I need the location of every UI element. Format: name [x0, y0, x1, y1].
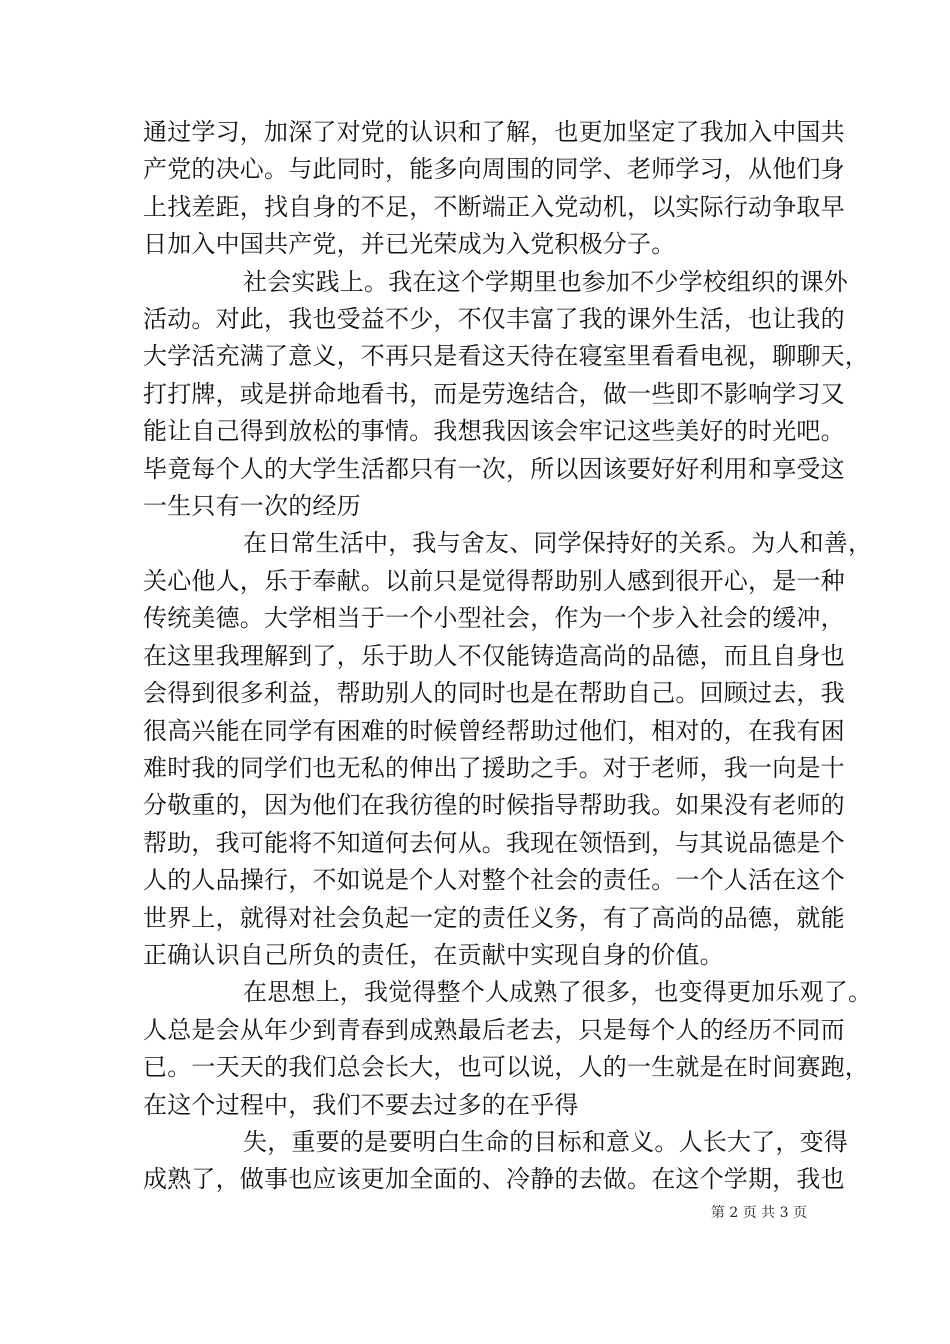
text-line: 分敬重的，因为他们在我彷徨的时候指导帮助我。如果没有老师的 [143, 791, 845, 820]
text-line: 成熟了，做事也应该更加全面的、冷静的去做。在这个学期，我也 [143, 1165, 845, 1194]
text-line: 很高兴能在同学有困难的时候曾经帮助过他们，相对的，在我有困 [143, 716, 845, 745]
paragraph-daily-life [143, 525, 873, 974]
text-line: 一生只有一次的经历 [143, 492, 361, 521]
document-body [143, 114, 873, 1199]
text-line: 上找差距，找自身的不足，不断端正入党动机，以实际行动争取早 [143, 192, 845, 221]
paragraph-party-study [143, 114, 845, 264]
text-line: 关心他人，乐于奉献。以前只是觉得帮助别人感到很开心，是一种 [143, 566, 845, 595]
text-line: 正确认识自己所负的责任，在贡献中实现自身的价值。 [143, 940, 724, 969]
text-line: 帮助，我可能将不知道何去何从。我现在领悟到，与其说品德是个 [143, 828, 845, 857]
text-line: 大学活充满了意义，不再只是看这天待在寝室里看看电视，聊聊天， [143, 342, 869, 371]
text-line: 失，重要的是要明白生命的目标和意义。人长大了，变得 [243, 1127, 848, 1156]
text-line: 难时我的同学们也无私的伸出了援助之手。对于老师，我一向是十 [143, 753, 845, 782]
text-line: 通过学习，加深了对党的认识和了解，也更加坚定了我加入中国共 [143, 118, 845, 146]
text-line: 能让自己得到放松的事情。我想我因该会牢记这些美好的时光吧。 [143, 417, 845, 446]
paragraph-maturity [143, 1124, 848, 1199]
text-line: 传统美德。大学相当于一个小型社会，作为一个步入社会的缓冲， [143, 604, 845, 633]
text-line: 会得到很多利益，帮助别人的同时也是在帮助自己。回顾过去，我 [143, 679, 845, 708]
text-line: 在这里我理解到了，乐于助人不仅能铸造高尚的品德，而且自身也 [143, 641, 845, 670]
text-line: 打打牌，或是拼命地看书，而是劳逸结合，做一些即不影响学习又 [143, 379, 845, 408]
text-line: 产党的决心。与此同时，能多向周围的同学、老师学习，从他们身 [143, 155, 845, 184]
text-line: 人总是会从年少到青春到成熟最后老去，只是每个人的经历不同而 [143, 1015, 845, 1044]
page-number: 第 2 页 共 3 页 [710, 1205, 807, 1221]
text-line: 日加入中国共产党，并已光荣成为入党积极分子。 [143, 230, 676, 259]
paragraph-thoughts [143, 974, 873, 1124]
text-line: 世界上，就得对社会负起一定的责任义务，有了高尚的品德，就能 [143, 903, 845, 932]
text-line: 已。一天天的我们总会长大，也可以说，人的一生就是在时间赛跑， [143, 1053, 869, 1082]
text-line: 社会实践上。我在这个学期里也参加不少学校组织的课外 [243, 267, 848, 296]
text-line: 人的人品操行，不如说是个人对整个社会的责任。一个人活在这个 [143, 866, 845, 895]
text-line: 在这个过程中，我们不要去过多的在乎得 [143, 1090, 579, 1119]
paragraph-social-practice [143, 264, 869, 526]
text-line: 在日常生活中，我与舍友、同学保持好的关系。为人和善， [243, 529, 873, 558]
text-line: 活动。对此，我也受益不少，不仅丰富了我的课外生活，也让我的 [143, 305, 845, 334]
text-line: 毕竟每个人的大学生活都只有一次，所以因该要好好利用和享受这 [143, 454, 845, 483]
text-line: 在思想上，我觉得整个人成熟了很多，也变得更加乐观了。 [243, 978, 873, 1007]
